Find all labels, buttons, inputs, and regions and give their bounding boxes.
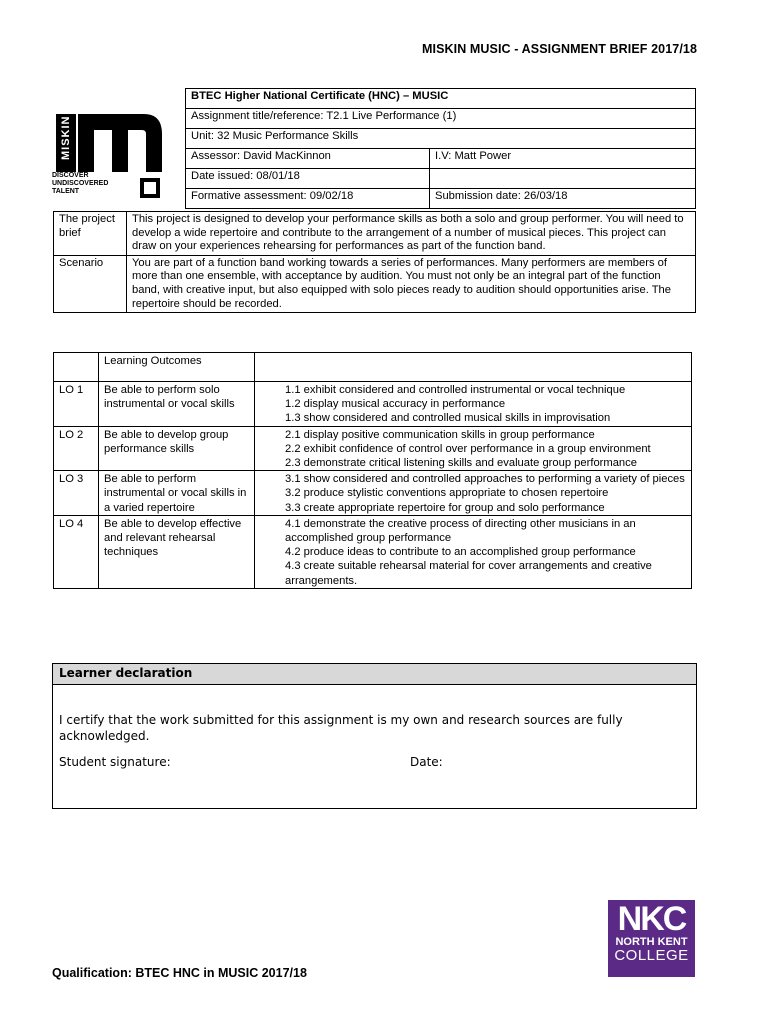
- lo-criteria: 4.1 demonstrate the creative process of directing other musicians in an accomplished group performance 4.2 produce ideas to contribute to an accomplished group performance 4.3 create suitable rehearsal material for cover arrangements and creative arrangements.: [255, 515, 692, 588]
- brief-text: This project is designed to develop your performance skills as both a solo and group performer. You will need to develop a wide repertoire and contribute to the arrangement of a number of musical pieces. This project can draw on your experiences rehearsing for performances as part of the function band.: [127, 212, 696, 256]
- declaration-text: I certify that the work submitted for this assignment is my own and research sources are fully acknowledged.: [59, 713, 623, 743]
- lo-outcome: Be able to perform solo instrumental or vocal skills: [99, 382, 255, 427]
- lo-criteria: 1.1 exhibit considered and controlled instrumental or vocal technique 1.2 display musical accuracy in performance 1.3 show considered and controlled musical skills in improvisation: [255, 382, 692, 427]
- submission-date: Submission date: 26/03/18: [430, 189, 696, 209]
- declaration-title: Learner declaration: [53, 664, 696, 685]
- student-signature-label: Student signature:: [59, 755, 171, 769]
- formative-assessment: Formative assessment: 09/02/18: [186, 189, 430, 209]
- date-issued: Date issued: 08/01/18: [186, 169, 430, 189]
- declaration-date-label: Date:: [410, 755, 443, 769]
- assignment-info-table: [185, 88, 696, 209]
- learner-declaration-box: [52, 663, 697, 809]
- blank-cell: [430, 169, 696, 189]
- lo-id: LO 3: [54, 471, 99, 516]
- lo-criteria: 3.1 show considered and controlled approaches to performing a variety of pieces 3.2 produce stylistic conventions appropriate to chosen repertoire 3.3 create appropriate repertoire for group and solo performance: [255, 471, 692, 516]
- brief-label: The project brief: [54, 212, 127, 256]
- criteria-header-blank: [255, 353, 692, 382]
- lo-outcome: Be able to develop effective and relevant rehearsal techniques: [99, 515, 255, 588]
- document-header-title: MISKIN MUSIC - ASSIGNMENT BRIEF 2017/18: [421, 42, 697, 56]
- footer-qualification: Qualification: BTEC HNC in MUSIC 2017/18: [52, 966, 307, 980]
- lo-id: LO 4: [54, 515, 99, 588]
- learning-outcomes-table: [53, 352, 692, 589]
- assignment-title: Assignment title/reference: T2.1 Live Performance (1): [186, 109, 696, 129]
- lo-header-blank: [54, 353, 99, 382]
- scenario-label: Scenario: [54, 255, 127, 312]
- lo-outcome: Be able to develop group performance skills: [99, 426, 255, 471]
- north-kent-college-logo: NKC NORTH KENT COLLEGE: [608, 900, 695, 977]
- unit-title: Unit: 32 Music Performance Skills: [186, 129, 696, 149]
- logo-tagline: DISCOVER UNDISCOVERED TALENT: [52, 172, 109, 195]
- lo-outcome: Be able to perform instrumental or vocal skills in a varied repertoire: [99, 471, 255, 516]
- assessor: Assessor: David MacKinnon: [186, 149, 430, 169]
- internal-verifier: I.V: Matt Power: [430, 149, 696, 169]
- lo-header: Learning Outcomes: [99, 353, 255, 382]
- lo-id: LO 2: [54, 426, 99, 471]
- qualification-title: BTEC Higher National Certificate (HNC) – MUSIC: [186, 89, 696, 109]
- lo-id: LO 1: [54, 382, 99, 427]
- lo-criteria: 2.1 display positive communication skills in group performance 2.2 exhibit confidence of control over performance in a group environment 2.3 demonstrate critical listening skills and evaluate group performance: [255, 426, 692, 471]
- logo-vertical-text: MISKIN: [60, 115, 72, 160]
- project-brief-table: [53, 211, 696, 313]
- scenario-text: You are part of a function band working towards a series of performances. Many performers are members of more than one ensemble, with acceptance by audition. You must not only be an integral part of the function band, with creative input, but also equipped with solo pieces ready to audition should opportunities arise. The repertoire should be recorded.: [127, 255, 696, 312]
